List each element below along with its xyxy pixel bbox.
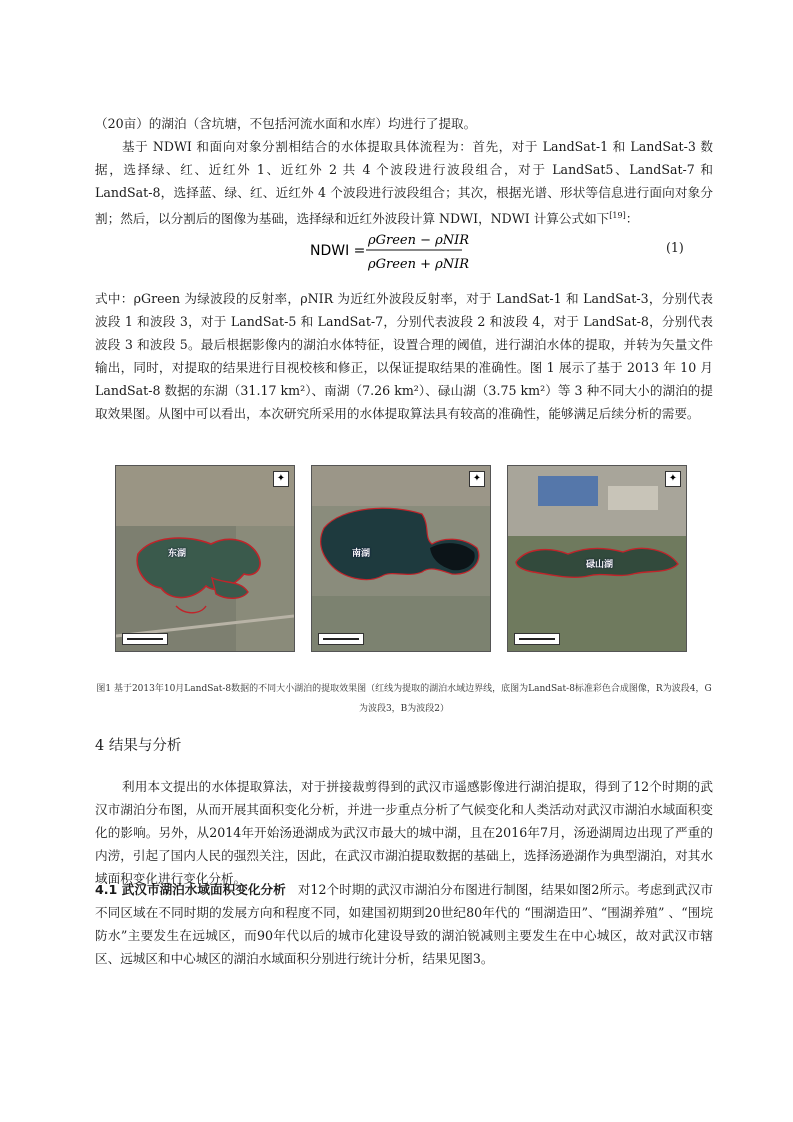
figure-panel-donghu <box>115 465 295 652</box>
citation-ref: [19] <box>609 211 626 220</box>
scale-bar <box>318 633 364 645</box>
paragraph-2 <box>95 135 713 230</box>
scale-bar <box>122 633 168 645</box>
figure-panel-nanhu <box>311 465 491 652</box>
paragraph-2-end: ： <box>625 211 639 227</box>
equation-number: (1) <box>666 240 684 255</box>
lake-label-lushanhu: 碌山湖 <box>586 560 614 570</box>
section-heading: 4 结果与分析 <box>95 738 182 754</box>
paragraph-5-text: 对12个时期的武汉市湖泊分布图进行制图，结果如图2所示。考虑到武汉市不同区域在不同时期的发展方向和程度不同，如建国初期到20世纪80年代的 “围湖造田”、“围湖养殖” 、“围垸防水”主要发生在远城区，而90年代以后的城市化建设导致的湖泊锐减则主要发生在中心城区，故对武汉市辖区、远城区和中心城区的湖泊水域面积分别进行统计分析，结果见图3。 <box>95 882 713 966</box>
figure-panel-lushanhu <box>507 465 687 652</box>
formula-denominator: ρGreen + ρNIR <box>368 257 470 272</box>
north-arrow-icon: ✦ <box>273 471 289 487</box>
ndwi-formula <box>0 224 793 276</box>
paragraph-4: 利用本文提出的水体提取算法，对于拼接裁剪得到的武汉市遥感影像进行湖泊提取，得到了12个时期的武汉市湖泊分布图，从而开展其面积变化分析，并进一步重点分析了气候变化和人类活动对武汉市湖泊水域面积变化的影响。另外，从2014年开始汤逊湖成为武汉市最大的城中湖，且在2016年7月，汤逊湖周边出现了严重的内涝，引起了国内人民的强烈关注，因此，在武汉市湖泊提取数据的基础上，选择汤逊湖作为典型湖泊，对其水域面积变化进行变化分析。 <box>95 779 713 886</box>
scale-bar <box>514 633 560 645</box>
paragraph-1: （20亩）的湖泊（含坑塘，不包括河流水面和水库）均进行了提取。 <box>95 116 477 131</box>
satellite-image-donghu <box>116 466 294 651</box>
paragraph-2-text: 基于 NDWI 和面向对象分割相结合的水体提取具体流程为：首先，对于 LandSat-1 和 LandSat-3 数据，选择绿、红、近红外 1、近红外 2 共 4 个波段进行波段组合，对于 LandSat5、LandSat-7 和 LandSat-8，选择蓝、绿、红、近红外 4 个波段进行波段组合；其次，根据光谱、形状等信息进行面向对象分割；然后，以分割后的图像为基础，选择绿和近红外波段计算 NDWI，NDWI 计算公式如下 <box>95 139 713 227</box>
subsection-heading: 4.1 武汉市湖泊水域面积变化分析 <box>95 882 286 897</box>
figure-caption: 图1 基于2013年10月LandSat-8数据的不同大小湖泊的提取效果图（红线为提取的湖泊水域边界线，底图为LandSat-8标准彩色合成图像，R为波段4，G为波段3，B为波段2） <box>96 684 712 714</box>
satellite-image-nanhu <box>312 466 490 651</box>
paragraph-5 <box>95 878 713 970</box>
north-arrow-icon: ✦ <box>469 471 485 487</box>
paragraph-3: 式中：ρGreen 为绿波段的反射率，ρNIR 为近红外波段反射率，对于 LandSat-1 和 LandSat-3，分别代表波段 1 和波段 3，对于 LandSat-5 和 LandSat-7，分别代表波段 2 和波段 4，对于 LandSat-8，分别代表波段 3 和波段 5。最后根据影像内的湖泊水体特征，设置合理的阈值，进行湖泊水体的提取，并转为矢量文件输出，同时，对提取的结果进行目视校核和修正，以保证提取结果的准确性。图 1 展示了基于 2013 年 10 月 LandSat-8 数据的东湖（31.17 km²）、南湖（7.26 km²）、碌山湖（3.75 km²）等 3 种不同大小的湖泊的提取效果图。从图中可以看出，本次研究所采用的水体提取算法具有较高的准确性，能够满足后续分析的需要。 <box>95 291 713 421</box>
formula-lhs: NDWI = <box>310 243 366 259</box>
lake-label-donghu: 东湖 <box>168 549 187 559</box>
lake-label-nanhu: 南湖 <box>352 549 371 559</box>
north-arrow-icon: ✦ <box>665 471 681 487</box>
formula-numerator: ρGreen − ρNIR <box>368 233 470 248</box>
